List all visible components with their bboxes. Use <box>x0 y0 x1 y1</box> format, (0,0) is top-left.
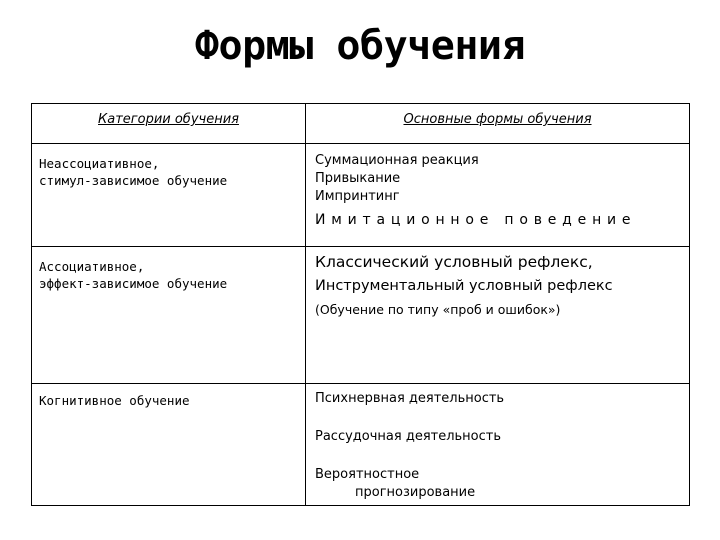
category-text: эффект-зависимое обучение <box>39 276 228 291</box>
category-cell <box>32 384 306 506</box>
form-item: Рассудочная деятельность <box>315 429 502 444</box>
header-categories-label: Категории обучения <box>98 112 239 127</box>
page-title: Формы обучения <box>194 23 526 69</box>
form-item: Импринтинг <box>315 189 400 204</box>
form-item: Классический условный рефлекс, <box>315 253 593 271</box>
learning-forms-table <box>31 103 690 506</box>
form-item: Вероятностное <box>315 467 420 482</box>
form-item: Имитационное поведение <box>315 212 637 228</box>
form-item: Инструментальный условный рефлекс <box>315 278 613 294</box>
forms-cell <box>306 247 690 384</box>
forms-cell <box>306 384 690 506</box>
form-item: Суммационная реакция <box>315 153 479 168</box>
category-text: Ассоциативное, <box>39 259 145 274</box>
table-header-row <box>32 104 690 144</box>
header-cell-categories <box>32 104 306 144</box>
category-cell <box>32 144 306 247</box>
category-text: Когнитивное обучение <box>39 393 190 408</box>
form-item: Привыкание <box>315 171 401 186</box>
category-cell <box>32 247 306 384</box>
table-row <box>32 144 690 247</box>
forms-cell <box>306 144 690 247</box>
form-item: прогнозирование <box>355 485 476 500</box>
header-cell-forms <box>306 104 690 144</box>
table-row <box>32 247 690 384</box>
header-forms-label: Основные формы обучения <box>403 112 592 127</box>
table-row <box>32 384 690 506</box>
form-item: (Обучение по типу «проб и ошибок») <box>315 302 561 317</box>
form-item: Психнервная деятельность <box>315 391 505 406</box>
category-text: Неассоциативное, <box>39 156 160 171</box>
category-text: стимул-зависимое обучение <box>39 173 228 188</box>
